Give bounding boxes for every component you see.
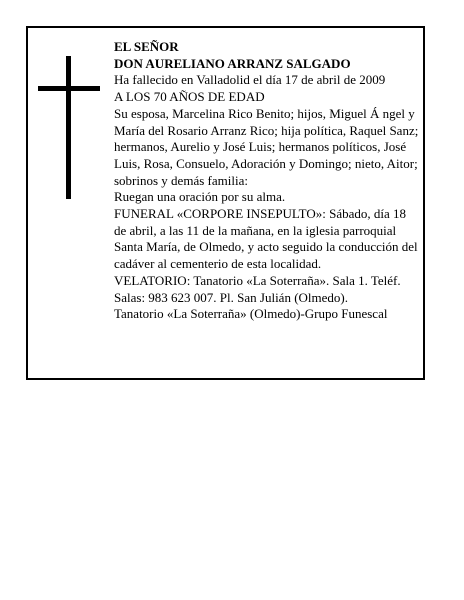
funeral-home: Tanatorio «La Soterraña» (Olmedo)-Grupo Funescal [114,306,388,322]
notice-heading: EL SEÑOR [114,39,179,54]
obituary-notice [26,26,425,380]
notice-text [114,39,420,323]
cross-icon [38,56,100,199]
cross-horizontal-bar [38,86,100,91]
wake-details: VELATORIO: Tanatorio «La Soterraña». Sala 1. Teléf. Salas: 983 623 007. Pl. San Julián (Olmedo). [114,272,401,305]
prayer-request: Ruegan una oración por su alma. [114,189,286,205]
deceased-name: DON AURELIANO ARRANZ SALGADO [114,55,351,71]
family-list: Su esposa, Marcelina Rico Benito; hijos, Miguel Á ngel y María del Rosario Arranz Rico; hija política, Raquel Sanz; hermanos, Aurelio y José Luis; hermanos políticos, José Luis, Rosa, Consuelo, Adoración y Domingo; nieto, Aitor; sobrinos y demás familia: [114,105,419,188]
cross-vertical-bar [66,56,71,199]
funeral-details: FUNERAL «CORPORE INSEPULTO»: Sábado, día 18 de abril, a las 11 de la mañana, en la iglesia parroquial Santa María, de Olmedo, y acto seguido la conducción del cadáver al cementerio de esta localidad. [114,206,418,272]
death-announcement: Ha fallecido en Valladolid el día 17 de abril de 2009 [114,72,386,88]
age-line: A LOS 70 AÑOS DE EDAD [114,89,265,105]
